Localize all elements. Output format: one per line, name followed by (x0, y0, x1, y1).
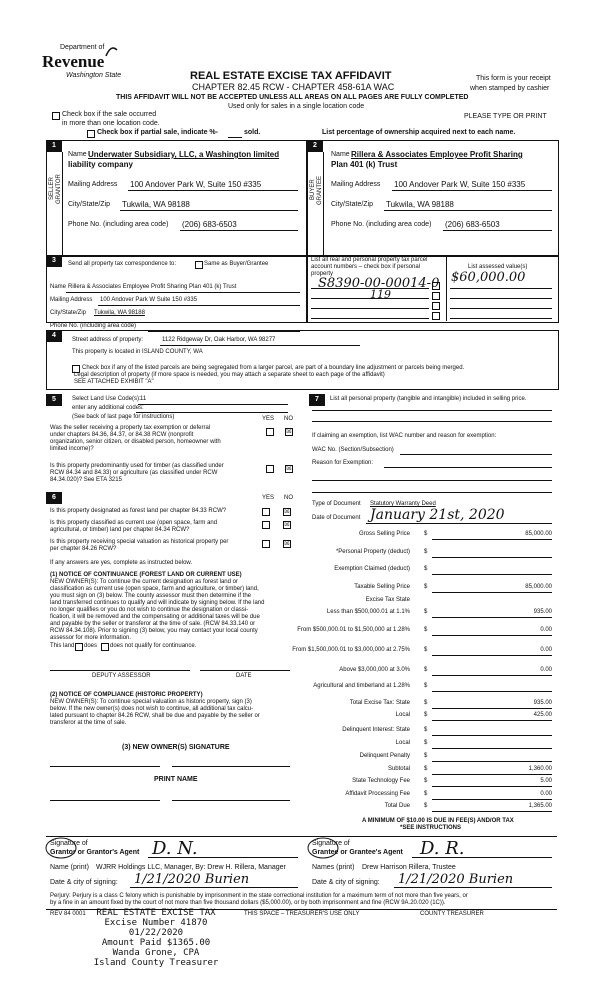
tax-row-currency: $ (424, 531, 428, 537)
tax-row-label: Total Excise Tax: State (349, 700, 410, 706)
parcel-number: S8390-00-00014-0 (318, 276, 440, 291)
buyer-mailing: 100 Andover Park W, Suite 150 #335 (394, 180, 526, 189)
tax-row-line (432, 592, 552, 593)
buyer-name-2: Plan 401 (k) Trust (331, 160, 398, 169)
partial-pct-line (228, 137, 242, 138)
personal-property-line-2 (312, 421, 552, 422)
property-location: This property is located in ISLAND COUNTY, WA (72, 349, 203, 355)
tax-row-line (432, 655, 552, 656)
seller-city-label: City/State/Zip (68, 201, 111, 208)
same-as-buyer-label: Same as Buyer/Grantee (204, 261, 269, 267)
assessed-line-3 (450, 308, 552, 309)
buyer-phone: (206) 683-6503 (445, 220, 500, 229)
buyer-name-1: Rillera & Associates Employee Profit Sharing (351, 150, 523, 159)
tax-row-label: *Personal Property (deduct) (335, 549, 410, 555)
buyer-name-label: Name (331, 151, 350, 158)
single-location-note: Used only for sales in a single location code (228, 103, 365, 110)
new-owner-signature-label: (3) NEW OWNER(S) SIGNATURE (122, 744, 230, 751)
section-number-1: 1 (46, 140, 62, 152)
tax-row-label: Agricultural and timberland at 1.28% (313, 683, 410, 689)
tax-row-line (432, 761, 552, 762)
tax-row-currency: $ (424, 667, 428, 673)
tax-row-label: Exemption Claimed (deduct) (334, 566, 410, 572)
partial-sale-label: Check box if partial sale, indicate %- (97, 129, 218, 136)
grantee-sig-line (412, 857, 552, 858)
s5-q2-no-checkbox[interactable]: ☒ (286, 466, 292, 472)
logo-line2: Revenue (42, 52, 105, 71)
grantee-date-line (394, 887, 552, 888)
notice2-line: NEW OWNER(S): To continue special valuation as historic property, sign (3) (50, 699, 252, 705)
tax-row-value: 1,360.00 (528, 766, 552, 772)
stamp-line-5: Wanda Grone, CPA (112, 948, 200, 958)
type-or-print: PLEASE TYPE OR PRINT (464, 113, 547, 120)
notice1-line: RCW 84.34.108). Prior to signing (3) below, you may contact your local county (50, 628, 258, 634)
exhibit-note: SEE ATTACHED EXHIBIT "A" (74, 379, 154, 385)
tax-row-label: Total Due (384, 803, 410, 809)
stamp-line-3: 01/22/2020 (128, 928, 184, 938)
grantor-side-label: GRANTOR (56, 174, 62, 204)
see-back-note: (See back of last page for instructions) (72, 414, 175, 420)
stamp-line-1: REAL ESTATE EXCISE TAX (96, 908, 216, 918)
s5-q1b: under chapters 84.36, 84.37, or 84.38 RCW (nonprofit (50, 432, 194, 438)
parcel-line-3 (311, 308, 429, 309)
tax-row-value: 425.00 (533, 712, 552, 718)
assessed-header: List assessed value(s) (468, 264, 528, 270)
s5-q1-no-checkbox[interactable]: ☒ (286, 429, 292, 435)
does-label: does (84, 643, 98, 649)
buyer-city: Tukwila, WA 98188 (386, 200, 454, 209)
seller-mailing: 100 Andover Park W, Suite 150 #335 (130, 180, 262, 189)
s6-q2b: agricultural, or timber) land per chapter 84.34 RCW? (50, 527, 190, 533)
tax-row-label: Delinquent Interest: State (342, 727, 410, 733)
buyer-phone-line (443, 230, 552, 231)
deputy-assessor-label: DEPUTY ASSESSOR (92, 673, 151, 679)
s3-name-label: Name (50, 284, 67, 290)
seller-side-divider (62, 152, 63, 255)
receipt-note-1: This form is your receipt (476, 75, 551, 82)
print-name-line-2 (172, 800, 290, 801)
perjury-line-2: by a fine in an amount fixed by the court of not more than five thousand dollars ($5,000.00), or by both imprisonment and fine (RCW 9A.20.020 (1C)). (50, 900, 446, 906)
personal-property-checkbox-1[interactable] (432, 282, 440, 290)
stamp-line-4: Amount Paid $1365.00 (101, 938, 211, 948)
land-use-line (138, 404, 288, 405)
land-use-code: 11 (140, 396, 147, 402)
tax-row-value: 1,365.00 (528, 803, 552, 809)
assessed-line-1 (450, 288, 552, 289)
notice1-line: fication, it will be removed and the compensating or additional taxes will be due (50, 614, 260, 620)
tax-row-line (432, 708, 552, 709)
s6-q3-no-checkbox[interactable]: ☒ (284, 541, 290, 547)
s6-yes-header: YES (262, 495, 275, 501)
tax-row-currency: $ (424, 778, 428, 784)
parcel-header-2: account numbers – check box if personal (311, 264, 421, 270)
seller-phone-label: Phone No. (including area code) (68, 221, 169, 228)
tax-row-currency: $ (424, 700, 428, 706)
s5-no-header: NO (284, 416, 293, 422)
s3-phone-label: Phone No. (including area code) (50, 323, 137, 329)
partial-sale-checkbox[interactable] (87, 130, 95, 138)
form-title: REAL ESTATE EXCISE TAX AFFIDAVIT (190, 70, 392, 82)
this-land-label: This land (50, 643, 75, 649)
tax-row-value: 85,000.00 (525, 584, 552, 590)
tax-row-label: From $1,500,000.01 to $3,000,000 at 2.75% (292, 647, 410, 653)
s6-q1-yes-checkbox[interactable] (262, 508, 270, 516)
legal-description-label: Legal description of property (if more space is needed, you may attach a separate sheet to each page of the affidavit) (74, 372, 385, 378)
date-line (200, 670, 290, 671)
stamp-line-6: Island County Treasurer (93, 958, 219, 968)
does-not-qualify-checkbox[interactable] (101, 643, 109, 651)
form-warning: THIS AFFIDAVIT WILL NOT BE ACCEPTED UNLESS ALL AREAS ON ALL PAGES ARE FULLY COMPLETED (116, 94, 469, 101)
tax-row-value: 0.00 (540, 647, 552, 653)
see-instructions: *SEE INSTRUCTIONS (400, 825, 462, 831)
s5-q2b: RCW 84.34 and 84.33) or agriculture (as classified under RCW (50, 470, 218, 476)
tax-row-currency: $ (424, 627, 428, 633)
tax-row-currency: $ (424, 803, 428, 809)
seller-name-2: liability company (68, 160, 133, 169)
treasurer-space-label: THIS SPACE – TREASURER'S USE ONLY (244, 911, 360, 917)
grantor-sig-title-2: Grantor or Grantor's Agent (50, 849, 140, 856)
any-yes-note: If any answers are yes, complete as instructed below. (50, 560, 193, 566)
notice1-line: assessor for more information. (50, 635, 132, 641)
parcel-line-4 (311, 318, 429, 319)
notice1-line: NEW OWNER(S): To continue the current designation as forest land or (50, 579, 238, 585)
s6-no-header: NO (284, 495, 293, 501)
treasurer-stamp (86, 908, 226, 968)
correspondence-label: Send all property tax correspondence to: (68, 261, 177, 267)
tax-row-line (432, 557, 552, 558)
tax-row-label: Local (395, 740, 410, 746)
section-number-2: 2 (307, 140, 323, 152)
grantee-date-label: Date & city of signing: (312, 879, 380, 886)
s6-q1-no-checkbox[interactable]: ☒ (284, 509, 290, 515)
s3-mailing-line (98, 305, 300, 306)
section-number-7: 7 (309, 394, 325, 406)
tax-row-label: Above $3,000,000 at 3.0% (339, 667, 410, 673)
tax-row-label: Affidavit Processing Fee (345, 791, 410, 797)
s5-q2c: 84.34.020)? See ETA 3215 (50, 477, 122, 483)
wac-label: WAC No. (Section/Subsection) (312, 447, 394, 453)
rev-number: REV 84 0001 (50, 911, 86, 917)
tax-row-currency: $ (424, 791, 428, 797)
personal-property-checkbox-3[interactable] (432, 302, 440, 310)
s5-yes-header: YES (262, 416, 275, 422)
buyer-mailing-label: Mailing Address (331, 181, 381, 188)
street-address: 1122 Ridgeway Dr, Oak Harbor, WA 98277 (162, 337, 276, 343)
reason-line-1 (384, 467, 552, 468)
doc-date-line (366, 523, 552, 524)
section-number-5: 5 (46, 394, 62, 406)
street-label: Street address of property: (72, 337, 144, 343)
personal-property-label: List all personal property (tangible and intangible) included in selling price. (330, 396, 527, 402)
tax-row-currency: $ (424, 766, 428, 772)
buyer-side-divider (323, 152, 324, 255)
county-treasurer-label: COUNTY TREASURER (420, 911, 484, 917)
s5-q1d: limited income)? (50, 446, 94, 452)
multi-location-label-a: Check box if the sale occurred (62, 111, 157, 118)
grantee-side-label: GRANTEE (317, 175, 323, 205)
doc-date: January 21st, 2020 (370, 507, 505, 523)
seller-phone-line (180, 230, 298, 231)
notice1-line: and payable by the seller or transferor at the time of sale. (RCW 84.33.140 or (50, 621, 256, 627)
reason-line-3 (312, 492, 552, 493)
parcel-line-2 (311, 298, 429, 299)
tax-row-line (432, 811, 552, 812)
grantor-signature: D. N. (152, 838, 198, 859)
s6-q3b: per chapter 84.26 RCW? (50, 546, 117, 552)
grantor-sig-title: Signature of (50, 840, 88, 847)
same-as-buyer-checkbox[interactable] (195, 261, 203, 269)
seller-name-1: Underwater Subsidiary, LLC, a Washington limited (88, 150, 280, 159)
seller-name-label: Name (68, 151, 87, 158)
receipt-note-2: when stamped by cashier (470, 85, 550, 92)
s6-q2-yes-checkbox[interactable] (262, 521, 270, 529)
s3-name-line (66, 292, 300, 293)
tax-row-line (432, 748, 552, 749)
section-number-4: 4 (46, 330, 62, 342)
segregation-label: Check box if any of the listed parcels are being segregated from a larger parcel, are part of a boundary line adjustment or parcels being merged. (82, 365, 465, 371)
grantee-name-label: Names (print) (312, 864, 355, 871)
owner-sig-line-1 (50, 766, 160, 767)
seller-city: Tukwila, WA 98188 (122, 200, 190, 209)
buyer-side-label: BUYER (310, 179, 316, 200)
tax-row-label: Taxable Selling Price (354, 584, 410, 590)
partial-sold-label: sold. (244, 129, 261, 136)
tax-row-line (432, 691, 552, 692)
s5-q1a: Was the seller receiving a property tax exemption or deferral (50, 425, 211, 431)
grantor-name: WJRR Holdings LLC, Manager, By: Drew H. Rillera, Manager (96, 864, 286, 871)
s3-mailing-label: Mailing Address (50, 297, 93, 303)
tax-row-line (432, 574, 552, 575)
logo-line3: Washington State (66, 72, 122, 79)
does-not-label: does not qualify for continuance. (110, 643, 197, 649)
parcel-sub: 119 (370, 288, 391, 301)
grantor-date: 1/21/2020 Burien (134, 872, 250, 887)
doc-date-label: Date of Document (312, 515, 361, 521)
tax-row-value: 85,000.00 (525, 531, 552, 537)
seller-phone: (206) 683-6503 (182, 220, 237, 229)
buyer-city-label: City/State/Zip (331, 201, 374, 208)
s5-q1c: organization, senior citizen, or disabled person, homeowner with (50, 439, 221, 445)
notice1-line: you must sign on (3) below. The county assessor must then determine if the (50, 593, 251, 599)
tax-row-currency: $ (424, 584, 428, 590)
buyer-city-line (384, 210, 552, 211)
deputy-line (50, 670, 190, 671)
grantor-date-line (130, 887, 298, 888)
tax-row-currency: $ (424, 549, 428, 555)
personal-property-checkbox-4[interactable] (432, 312, 440, 320)
form-subtitle: CHAPTER 82.45 RCW - CHAPTER 458-61A WAC (192, 82, 395, 92)
owner-sig-line-2 (172, 766, 290, 767)
assessed-value: $60,000.00 (451, 270, 526, 285)
tax-row-value: 0.00 (540, 791, 552, 797)
assessed-line-2 (450, 298, 552, 299)
parcel-header-1: List all real and personal property tax parcel (311, 257, 428, 263)
multi-location-label-b: in more than one location code. (62, 120, 160, 127)
s3-name: Rillera & Associates Employee Profit Sharing Plan 401 (k) Trust (68, 284, 237, 290)
section-number-3: 3 (46, 255, 62, 267)
does-qualify-checkbox[interactable] (75, 643, 83, 651)
tax-row-line (432, 786, 552, 787)
additional-codes-line (136, 412, 288, 413)
tax-row-currency: $ (424, 753, 428, 759)
multi-location-checkbox[interactable] (52, 112, 60, 120)
grantee-sig-title-2: Grantee or Grantee's Agent (312, 849, 403, 856)
street-line (160, 345, 360, 346)
personal-property-checkbox-2[interactable] (432, 292, 440, 300)
buyer-mailing-line (392, 190, 552, 191)
tax-row-label: State Technology Fee (352, 778, 410, 784)
s5-q2a: Is this property predominantly used for timber (as classified under (50, 463, 224, 469)
s5-q2-yes-checkbox[interactable] (266, 465, 274, 473)
notice2-line: transferor at the time of sale. (50, 720, 127, 726)
tax-row-currency: $ (424, 740, 428, 746)
grantee-date: 1/21/2020 Burien (398, 872, 514, 887)
seller-mailing-line (128, 190, 298, 191)
seller-mailing-label: Mailing Address (68, 181, 118, 188)
tax-row-line (432, 539, 552, 540)
s3-city: Tukwila, WA 98188 (94, 310, 145, 316)
tax-row-line (432, 774, 552, 775)
tax-row-line (432, 675, 552, 676)
seller-city-line (120, 210, 298, 211)
assessed-line-4 (450, 318, 552, 319)
grantee-signature: D. R. (420, 838, 465, 859)
tax-row-line (432, 720, 552, 721)
tax-row-currency: $ (424, 727, 428, 733)
s6-q2-no-checkbox[interactable]: ☒ (284, 522, 290, 528)
reason-line-2 (312, 480, 552, 481)
print-name-line-1 (50, 800, 160, 801)
logo-swoosh-icon (104, 44, 118, 58)
print-name-label: PRINT NAME (154, 776, 198, 783)
additional-codes-label: enter any additional codes: (72, 405, 144, 411)
notice1-line: land transferred continues to qualify and will indicate by signing below. If the land (50, 600, 265, 606)
grantee-name: Drew Harrison Rillera, Trustee (362, 864, 456, 871)
grantee-sig-title: Signature of (312, 840, 350, 847)
doc-type: Statutory Warranty Deed (370, 501, 436, 507)
parcel-line-1 (311, 288, 429, 289)
tax-row-label: From $500,000.01 to $1,500,000 at 1.28% (297, 627, 410, 633)
notice1-line: classification as current use (open space, farm and agriculture, or timber) land, (50, 586, 259, 592)
tax-row-line (432, 799, 552, 800)
tax-row-label: Excise Tax State (365, 597, 410, 603)
land-use-label: Select Land Use Code(s): (72, 396, 141, 402)
grantor-name-label: Name (print) (50, 864, 89, 871)
minimum-fee-note: A MINIMUM OF $10.00 IS DUE IN FEE(S) AND/OR TAX (362, 818, 514, 824)
stamp-line-2: Excise Number 41870 (104, 918, 208, 928)
s6-q2a: Is this property classified as current use (open space, farm and (50, 520, 218, 526)
parcel-divider (446, 255, 447, 321)
tax-row-currency: $ (424, 566, 428, 572)
notice1-title: (1) NOTICE OF CONTINUANCE (FOREST LAND OR CURRENT USE) (50, 572, 242, 578)
signature-top-rule (46, 836, 557, 837)
personal-property-line-1 (312, 410, 552, 411)
logo-line1: Department of (60, 44, 105, 51)
tax-row-value: 935.00 (533, 700, 552, 706)
doc-type-label: Type of Document (312, 501, 361, 507)
tax-row-label: Subtotal (387, 766, 410, 772)
s6-q3-yes-checkbox[interactable] (262, 540, 270, 548)
tax-row-label: Delinquent Penalty (359, 753, 410, 759)
reason-label: Reason for Exemption: (312, 460, 374, 466)
wac-line (400, 454, 552, 455)
date-label: DATE (236, 673, 252, 679)
tax-row-currency: $ (424, 609, 428, 615)
tax-row-label: Less than $500,000.01 at 1.1% (326, 609, 410, 615)
notice2-line: lated pursuant to chapter 84.26 RCW, shall be due and payable by the seller or (50, 713, 260, 719)
tax-row-value: 0.00 (540, 667, 552, 673)
grantor-sig-line (148, 857, 298, 858)
exemption-label: If claiming an exemption, list WAC number and reason for exemption: (312, 433, 497, 439)
tax-row-line (432, 735, 552, 736)
notice2-line: below. If the new owner(s) does not wish to continue, all additional tax calcu- (50, 706, 254, 712)
s6-q3a: Is this property receiving special valuation as historical property per (50, 539, 229, 545)
tax-row-line (432, 617, 552, 618)
notice1-line: no longer qualifies or you do not wish to continue the designation or classi- (50, 607, 249, 613)
ownership-note: List percentage of ownership acquired next to each name. (322, 129, 516, 136)
parcel-header-3: property (311, 271, 334, 277)
s6-q1: Is this property designated as forest land per chapter 84.33 RCW? (50, 508, 227, 514)
tax-row-value: 5.00 (540, 778, 552, 784)
perjury-line-1: Perjury: Perjury is a class C felony which is punishable by imprisonment in the state correctional institution for a maximum term of not more than five years, or (50, 893, 468, 899)
tax-row-label: Gross Selling Price (358, 531, 410, 537)
tax-row-value: 935.00 (533, 609, 552, 615)
tax-row-currency: $ (424, 647, 428, 653)
s3-mailing: 100 Andover Park W Suite 150 #335 (100, 297, 198, 303)
tax-row-currency: $ (424, 712, 428, 718)
buyer-phone-label: Phone No. (including area code) (331, 221, 432, 228)
section-number-6: 6 (46, 492, 62, 504)
tax-row-line (432, 635, 552, 636)
tax-row-label: Local (395, 712, 410, 718)
notice2-title: (2) NOTICE OF COMPLIANCE (HISTORIC PROPERTY) (50, 692, 203, 698)
grantor-date-label: Date & city of signing: (50, 879, 118, 886)
s3-city-label: City/State/Zip (50, 310, 87, 316)
tax-row-currency: $ (424, 683, 428, 689)
s5-q1-yes-checkbox[interactable] (266, 428, 274, 436)
tax-row-value: 0.00 (540, 627, 552, 633)
seller-side-label: SELLER (49, 176, 55, 200)
